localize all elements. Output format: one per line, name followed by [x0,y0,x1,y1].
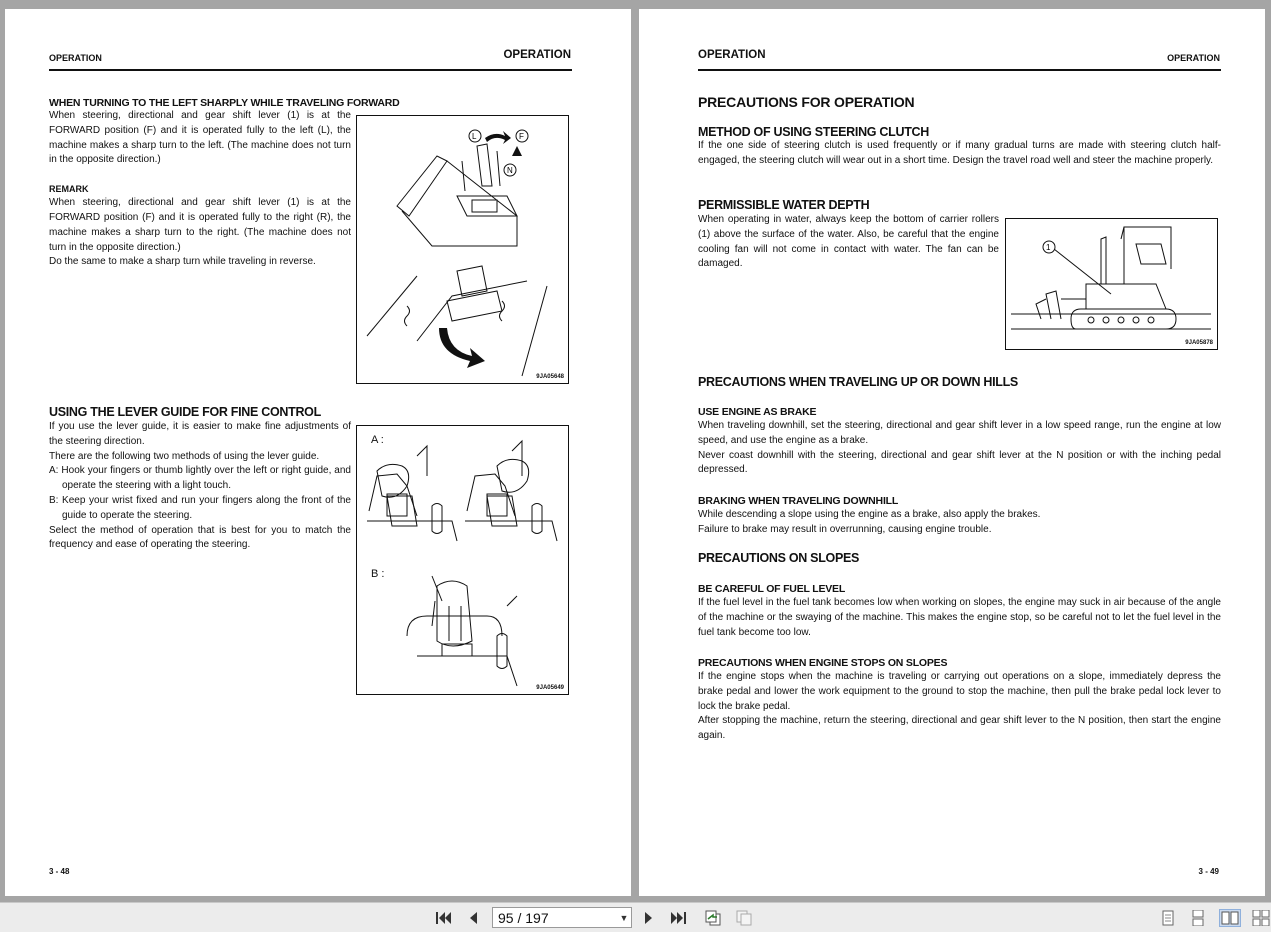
chevron-down-icon[interactable]: ▼ [619,912,629,923]
continuous-view-button[interactable] [1187,909,1209,927]
right-header-label: OPERATION [1167,53,1220,63]
engine-stops-text-2: After stopping the machine, return the steering, directional and gear shift lever to the N position, then start the engine again. [698,715,1221,742]
continuous-page-icon [1191,910,1205,926]
last-page-icon [670,910,688,926]
left-header-label: OPERATION [49,53,102,63]
remark-text: When steering, directional and gear shift lever (1) is at the FORWARD position (F) and it is operated fully to the right (R), the machine makes a sharp turn to the right. (The machine does not turn in the opposite direction.) [49,197,351,253]
two-page-icon [1221,911,1239,925]
figure-code: 9JA05649 [536,685,564,691]
two-page-continuous-view-button[interactable] [1251,909,1271,927]
last-page-button[interactable] [668,908,690,928]
go-forward-view-button[interactable] [733,908,755,928]
fuel-text: If the fuel level in the fuel tank becomes low when working on slopes, the engine may suck in air because of the angle of the machine or the swaying of the machine. This makes the engine stop, so be careful not to let the fuel level in the fuel tank become too low. [698,597,1221,638]
engine-stops-text [698,670,1221,744]
lever-guide-illustration [357,426,568,694]
hills-title: PRECAUTIONS WHEN TRAVELING UP OR DOWN HILLS [698,375,1018,389]
engine-brake-text-2: Never coast downhill with the steering, directional and gear shift lever at the N position or with the inching pedal depressed. [698,449,1221,476]
turning-text [49,109,351,270]
two-page-continuous-icon [1252,910,1270,926]
water-figure-label: 1 [1046,243,1051,252]
forward-view-icon [734,909,754,927]
turning-paragraph: When steering, directional and gear shift lever (1) is at the FORWARD position (F) and it is operated fully to the left (L), the machine makes a sharp turn to the left. (The machine does not turn in the opposite direction.) [49,110,351,166]
engine-brake-title: USE ENGINE AS BRAKE [698,406,817,418]
remark-label: REMARK [49,184,89,195]
bulldozer-illustration [1006,219,1217,349]
figure-label-a: A : [371,434,384,446]
first-page-icon [434,910,452,926]
slopes-title: PRECAUTIONS ON SLOPES [698,551,860,565]
figure-label-l: L [472,132,477,141]
left-header-title: OPERATION [503,49,571,61]
sharp-turn-illustration [357,116,568,383]
navigation-toolbar [0,902,1271,932]
single-page-view-button[interactable] [1157,909,1179,927]
section-title-turning: WHEN TURNING TO THE LEFT SHARPLY WHILE TRAVELING FORWARD [49,97,400,109]
figure-code: 9JA05878 [1185,340,1213,346]
figure-label-n: N [507,166,513,175]
next-page-icon [642,910,656,926]
left-page [5,9,631,896]
section-title-lever-guide: USING THE LEVER GUIDE FOR FINE CONTROL [49,405,321,419]
lever-guide-text [49,420,351,553]
water-text: When operating in water, always keep the bottom of carrier rollers (1) above the surface of the water. Also, be careful that the engine cooling fan will not come in contact with water. The fan can be damaged. [698,214,999,270]
lever-guide-p1: If you use the lever guide, it is easier to make fine adjustments of the steering direction. [49,421,351,447]
right-page [639,9,1265,896]
page-number-value[interactable]: 95 / 197 [498,909,549,926]
engine-stops-title: PRECAUTIONS WHEN ENGINE STOPS ON SLOPES [698,657,948,669]
single-page-icon [1161,910,1175,926]
page-number-field[interactable] [492,907,632,928]
steering-text: If the one side of steering clutch is used frequently or if many gradual turns are made with steering clutch half-engaged, the steering clutch will wear out in a short time. Design the travel road well and steer the machine properly. [698,140,1221,166]
header-rule [49,69,572,71]
downhill-text-1: While descending a slope using the engine as a brake, also apply the brakes. [698,509,1041,520]
fuel-title: BE CAREFUL OF FUEL LEVEL [698,583,846,595]
page-number-left: 3 - 48 [49,867,70,876]
lever-guide-p3: Select the method of operation that is best for you to match the frequency and ease of operating the steering. [49,524,351,551]
figure-code: 9JA05648 [536,374,564,380]
page-number-right: 3 - 49 [1198,867,1219,876]
header-rule [698,69,1221,71]
go-back-view-button[interactable] [702,908,724,928]
engine-brake-text [698,419,1221,478]
next-page-button[interactable] [638,908,660,928]
figure-water-depth [1005,218,1218,350]
figure-label-b: B : [371,568,385,580]
engine-brake-text-1: When traveling downhill, set the steering, directional and gear shift lever in a low speed range, run the engine at low speed, and use the engine as a brake. [698,420,1221,446]
downhill-text-2: Failure to brake may result in overrunning, causing engine trouble. [698,523,992,535]
figure-lever-guide [356,425,569,695]
right-header-title: OPERATION [698,49,766,61]
lever-guide-p2: There are the following two methods of using the lever guide. [49,450,320,462]
downhill-text [698,508,1221,538]
first-page-button[interactable] [432,908,454,928]
steering-title: METHOD OF USING STEERING CLUTCH [698,125,929,139]
lever-guide-item-a: A: Hook your fingers or thumb lightly over the left or right guide, and operate the steering with a light touch. [49,465,351,492]
back-view-icon [703,909,723,927]
figure-sharp-turn [356,115,569,384]
previous-page-button[interactable] [462,908,484,928]
two-page-view-button[interactable] [1219,909,1241,927]
downhill-title: BRAKING WHEN TRAVELING DOWNHILL [698,495,899,507]
water-title: PERMISSIBLE WATER DEPTH [698,198,870,212]
engine-stops-text-1: If the engine stops when the machine is traveling or carrying out operations on a slope, immediately depress the brake pedal and lower the work equipment to the ground to stop the machine, then pull the brake pedal lock lever to lock the brake pedal. [698,671,1221,712]
previous-page-icon [466,910,480,926]
figure-label-f: F [519,132,524,141]
lever-guide-item-b: B: Keep your wrist fixed and run your fingers along the front of the guide to operate the steering. [49,494,351,521]
main-title: PRECAUTIONS FOR OPERATION [698,94,915,110]
remark-text-reverse: Do the same to make a sharp turn while traveling in reverse. [49,256,316,268]
